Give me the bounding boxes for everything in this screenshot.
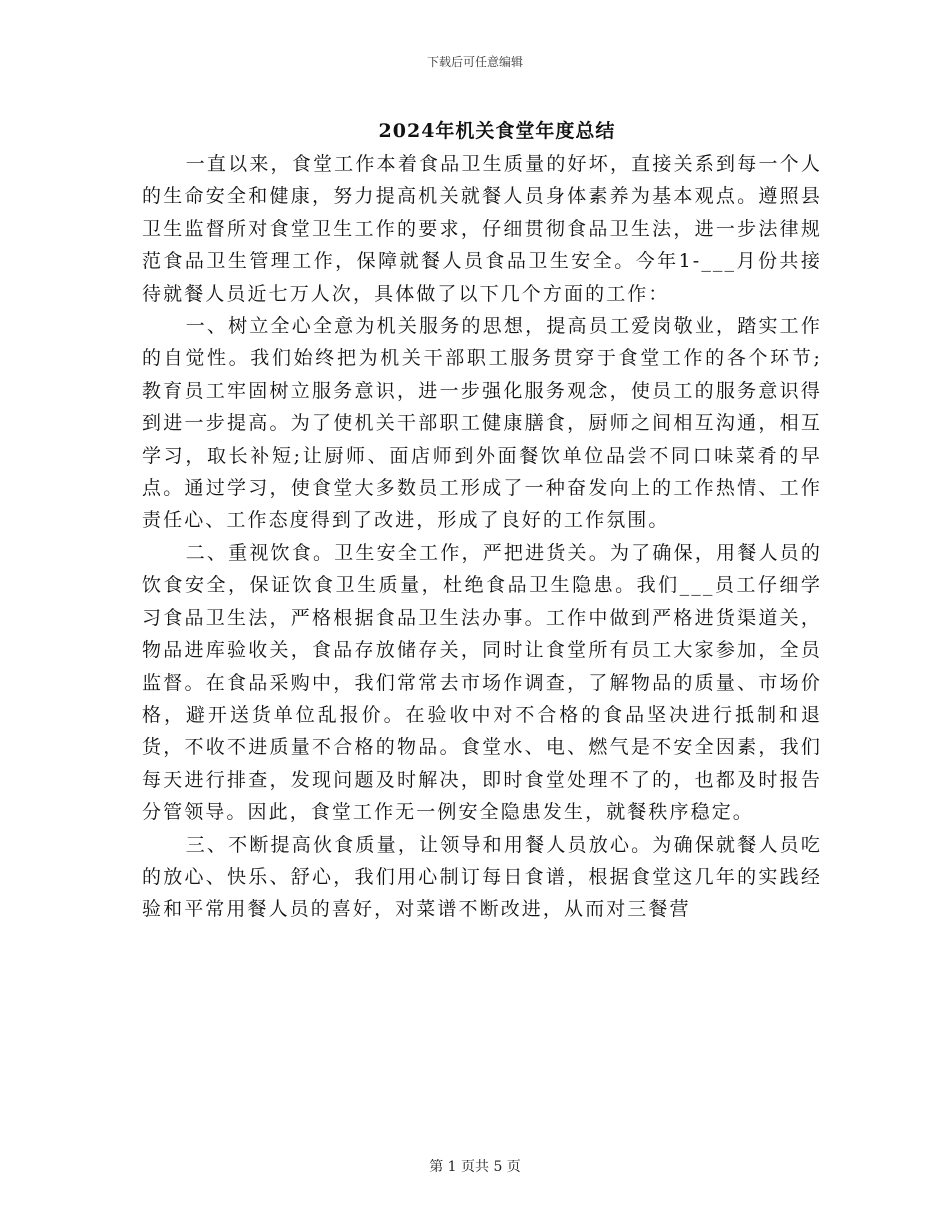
paragraph-section-1: 一、树立全心全意为机关服务的思想，提高员工爱岗敬业，踏实工作的自觉性。我们始终把为机关干部职工服务贯穿于食堂工作的各个环节;教育员工牢固树立服务意识，进一步强化服务观念，使员工的服务意识得到进一步提高。为了使机关干部职工健康膳食，厨师之间相互沟通，相互学习，取长补短;让厨师、面店师到外面餐饮单位品尝不同口味菜肴的早点。通过学习，使食堂大多数员工形成了一种奋发向上的工作热情、工作责任心、工作态度得到了改进，形成了良好的工作氛围。 bbox=[142, 315, 822, 532]
page-number-footer: 第 1 页共 5 页 bbox=[429, 1159, 521, 1175]
page-header-note: 下载后可任意编辑 bbox=[426, 55, 523, 69]
paragraph-section-2: 二、重视饮食。卫生安全工作，严把进货关。为了确保，用餐人员的饮食安全，保证饮食卫生质量，杜绝食品卫生隐患。我们___员工仔细学习食品卫生法，严格根据食品卫生法办事。工作中做到严格进货渠道关，物品进库验收关，食品存放储存关，同时让食堂所有员工大家参加，全员监督。在食品采购中，我们常常去市场作调查，了解物品的质量、市场价格，避开送货单位乱报价。在验收中对不合格的食品坚决进行抵制和退货，不收不进质量不合格的物品。食堂水、电、燃气是不安全因素，我们每天进行排查，发现问题及时解决，即时食堂处理不了的，也都及时报告分管领导。因此，食堂工作无一例安全隐患发生，就餐秩序稳定。 bbox=[142, 541, 822, 824]
document-title: 2024年机关食堂年度总结 bbox=[378, 120, 616, 142]
paragraph-intro: 一直以来，食堂工作本着食品卫生质量的好坏，直接关系到每一个人的生命安全和健康，努力提高机关就餐人员身体素养为基本观点。遵照县卫生监督所对食堂卫生工作的要求，仔细贯彻食品卫生法，进一步法律规范食品卫生管理工作，保障就餐人员食品卫生安全。今年1-___月份共接待就餐人员近七万人次，具体做了以下几个方面的工作： bbox=[142, 153, 822, 305]
document-body bbox=[142, 148, 822, 926]
paragraph-section-3: 三、不断提高伙食质量，让领导和用餐人员放心。为确保就餐人员吃的放心、快乐、舒心，我们用心制订每日食谱，根据食堂这几年的实践经验和平常用餐人员的喜好，对菜谱不断改进，从而对三餐营 bbox=[142, 833, 822, 921]
